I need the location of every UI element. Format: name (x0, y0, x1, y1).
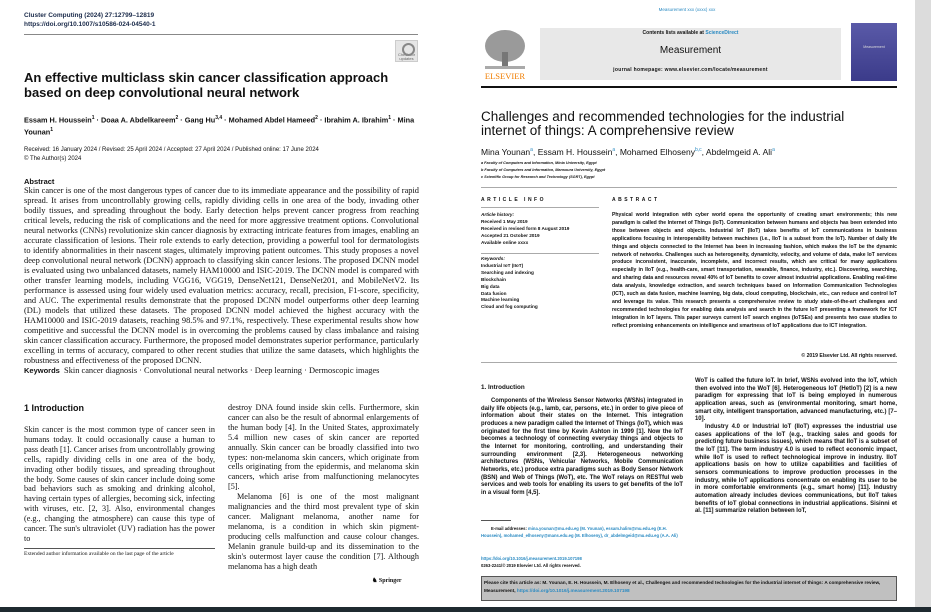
paper-title: An effective multiclass skin cancer classification approach based on deep convolutional neural network (24, 70, 389, 100)
springer-logo (372, 577, 402, 586)
journal-name: Measurement (659, 45, 722, 56)
sciencedirect-link[interactable]: ScienceDirect (705, 30, 739, 36)
viewer-bottom-bar (0, 607, 931, 612)
keywords-label: Keywords (24, 366, 60, 375)
keyword: Data fusion (481, 290, 507, 296)
author-list (481, 145, 775, 157)
author-name: Essam H. Houssein (24, 115, 92, 125)
article-info-heading: ARTICLE INFO (481, 197, 546, 203)
publication-dates (24, 146, 319, 164)
keywords (24, 366, 379, 376)
author-list (24, 113, 424, 138)
author-affiliation-mark: a (530, 147, 533, 153)
author-affiliation-mark: 2 (315, 115, 318, 121)
affiliation: c Scientific Group for Research and Technology (SGRT), Egypt (481, 175, 595, 179)
abstract-heading: Abstract (24, 177, 55, 186)
author-affiliation-mark: a (612, 147, 616, 153)
keyword: Big data (481, 283, 500, 289)
author-affiliation-mark: 2 (175, 115, 179, 121)
abstract-heading: ABSTRACT (612, 197, 660, 203)
intro-column-2 (695, 378, 897, 534)
author-affiliation-mark: 1 (388, 115, 391, 121)
author-name: Ibrahim A. Ibrahim (324, 115, 389, 125)
affiliation: a Faculty of Computers and Information, Minia University, Egypt (481, 161, 597, 165)
publisher-name: Springer (378, 578, 402, 584)
footnote-divider (481, 520, 511, 521)
abstract-text: Skin cancer is one of the most dangerous types of cancer due to its immediate appearance and the possibility of rapid spread. It arises from uncontrollably growing cells, rapidly dividing cells in one area of the body, invading other bodily tissues, and spreading throughout the body. Early detection helps prevent cancer progress from reaching critical levels, reducing the risk of complications and the need for more aggressive treatment options. Convolutional neural networks (CNNs) revolutionize skin cancer diagnosis by extracting intricate features from images, enabling an accurate classification of lesions. Their role extends to early detection, providing a powerful tool for dermatologists to identify abnormalities in their nascent stages, ultimately improving patient outcomes. This study proposes a novel deep convolutional neural network (DCNN) approach to classifying skin cancer lesions. The proposed DCNN model is evaluated using two unbalanced datasets, namely HAM10000 and ISIC-2019. The DCNN model is compared with other transfer learning models, including VGG16, VGG19, DenseNet121, DenseNet201, and MobileNetV2. Its performance is assessed using four widely used evaluation metrics: accuracy, recall, precision, F1-score, specificity, and AUC. The experimental results demonstrate that the proposed DCNN model outperforms other deep learning (DL) models that utilized these datasets. The proposed DCNN model achieved the highest accuracy with the HAM10000 and ISIC-2019 datasets, reaching 98.5% and 97.1%, respectively. These experimental results show how competitive and successful the DCNN model is in overcoming the problems caused by class imbalance and raising skin cancer classification accuracy. Furthermore, the proposed model demonstrates superior performance, particularly excelling in terms of accuracy, compared to other recent studies that utilize the same datasets, which highlights the robustness and effectiveness of the proposed DCNN. (24, 186, 419, 365)
paragraph: Melanoma [6] is one of the most malignant malignancies and the third most prevalent type of skin cancer. Malignant melanoma, another name for melanoma, is a condition in which skin pigment-producing cells malfunction and cause colour changes. Melanin granule build-up and its dissemination to the skin's outermost layer cause the condition [7]. Although melanoma has a high death (228, 492, 419, 571)
author-name: Abdelmgeid A. Ali (705, 146, 773, 157)
journal-homepage[interactable]: journal homepage: www.elsevier.com/locate/measurement (613, 67, 768, 73)
section-heading: 1 Introduction (24, 403, 84, 413)
author-separator: · (222, 115, 229, 125)
doi-link[interactable]: https://doi.org/10.1016/j.measurement.2019.107198 (481, 556, 582, 561)
intro-column-1: Skin cancer is the most common type of cancer seen in humans today. It could occasionally cause a human to pass death [1]. Cancer arises from uncontrollably growing cells, rapidly dividing cells in one area of the body, invading other bodily tissues, and spreading throughout the body. Some causes of skin cancer include doing some bad behaviors such as smoking and drinking alcohol, having certain types of allergies, becoming sick, infecting with viruses, etc. [2, 3]. Also, environmental changes (e.g., changing the atmosphere) can cause this type of cancer. The sun's ultraviolet (UV) radiation has the power to (24, 425, 215, 543)
history-item: Received 1 May 2019 (481, 219, 528, 224)
springer-horse-icon: ♞ (372, 578, 379, 584)
keyword: Searching and indexing (481, 269, 534, 275)
footnote-divider (24, 548, 215, 549)
issn: 0263-2241/© 2019 Elsevier Ltd. All rights reserved. (481, 563, 581, 568)
journal-cover: Measurement (851, 23, 897, 81)
keywords-list: Skin cancer diagnosis · Convolutional neural networks · Deep learning · Dermoscopic images (64, 366, 380, 375)
email-links[interactable]: mina.younan@mu.edu.eg (M. Younan), essam.halim@mu.edu.eg (E.H. Houssein), mohamed_elhoseny@mans.edu.eg (M. Elhoseny), dr_abdelmgeid@mu.edu.eg (A.A. Ali) (481, 526, 678, 538)
left-journal-header (24, 11, 156, 29)
citation-box (481, 576, 897, 601)
history-item: Accepted 21 October 2019 (481, 233, 540, 238)
keyword: Industrial IoT (IIoT) (481, 262, 524, 268)
copyright: © The Author(s) 2024 (24, 156, 82, 162)
author-separator: , (532, 146, 538, 157)
divider (481, 207, 599, 208)
affiliation: b Faculty of Computers and Information, Mansoura University, Egypt (481, 168, 606, 172)
paper-title: Challenges and recommended technologies for the industrial internet of things: A comprehensive review (481, 109, 845, 138)
author-affiliation-mark: b,c (694, 147, 702, 153)
author-name: Mina Younan (481, 146, 531, 157)
author-name: Essam H. Houssein (537, 146, 613, 157)
contents-line (540, 29, 841, 37)
paragraph: WoT is called the future IoT. In brief, WSNs evolved into the IoT, which then evolved into the WoT [6]. Heterogeneous IoT (HetIoT) [2] is a new paradigm for expressing that IoT is being employed in numerous application areas, such as (environmental monitoring, smart home, smart city, intelligent transportation, advanced manufacturing, etc.) [7–10]. (695, 378, 897, 423)
check-for-updates-badge[interactable]: Check for updates (395, 40, 418, 62)
author-separator: , (615, 146, 620, 157)
keywords (481, 256, 538, 311)
keyword: Machine learning (481, 297, 520, 303)
footnote: Extended author information available on the last page of the article (24, 551, 174, 557)
author-separator: · (391, 115, 398, 125)
author-name: Mohamed Abdel Hameed (228, 115, 316, 125)
author-name: Mina Younan (24, 115, 415, 137)
keywords-label: Keywords: (481, 256, 505, 261)
divider (481, 86, 897, 88)
article-history (481, 211, 569, 246)
doi-block (481, 555, 582, 569)
running-header[interactable]: Measurement xxx (xxxx) xxx (658, 7, 716, 12)
citation-text: Please cite this article as: M. Younan, E. H. Houssein, M. Elhoseny et al., Challenges and recommended technologies for the industrial internet of things: A comprehensive review, Measurement, (484, 580, 881, 593)
dates: Received: 16 January 2024 / Revised: 25 April 2024 / Accepted: 27 April 2024 / Published online: 17 June 2024 (24, 147, 319, 153)
svg-text:ELSEVIER: ELSEVIER (484, 71, 526, 81)
divider (24, 34, 418, 35)
intro-column-2 (228, 403, 419, 571)
abstract-text: Physical world integration with cyber world opens the opportunity of creating smart environments; this new paradigm is called the Internet of Things (IoT). Communication between humans and objects has been extended into those between objects and objects. Industrial IoT (IIoT) takes benefits of IoT communications in business applications focusing in interoperability between machines (i.e., IIoT is a subset from the IoT). Number of daily life things and objects connected to the Internet has been in increasing fashion, which makes the IoT be the dynamic network of networks. Challenges such as heterogeneity, dynamicity, velocity, and volume of data, make IoT services produce inconsistent, inaccurate, incomplete, and incorrect results, which are critical for many applications especially in IIoT (e.g., health-care, smart transportation, wearable, finance, industry, etc.). Discovering, searching, and sharing data and resources reveal 40% of IoT benefits to cover almost industrial applications. Enabling real-time data analysis, knowledge extraction, and search techniques based on Information Communication Technologies (ICT), such as data fusion, machine learning, big data, cloud computing, blockchain, etc., can reduce and control IoT and leverage its value. This research presents a comprehensive review to study state-of-the-art challenges and recommended technologies for enabling data analysis and search in the future IoT presenting a framework for ICT integration in IoT layers. This paper surveys current IoT search engines (IoTSEs) and presents two case studies to reflect promising enhancements on intelligence and smartness of IoT applications due to ICT integration. (612, 212, 897, 329)
section-heading: 1. Introduction (481, 384, 525, 391)
keyword: Blockchain (481, 276, 507, 282)
author-affiliation-mark: 1 (91, 115, 95, 121)
doi-link[interactable]: https://doi.org/10.1007/s10586-024-04540-1 (24, 21, 156, 28)
author-name: Doaa A. Abdelkareem (101, 115, 176, 125)
author-separator: , (701, 146, 706, 157)
copyright: © 2019 Elsevier Ltd. All rights reserved. (801, 353, 897, 359)
author-affiliation-mark: 1 (50, 127, 53, 134)
author-name: Gang Hu (184, 115, 216, 125)
elsevier-tree-icon (481, 28, 529, 80)
author-separator: · (94, 115, 102, 125)
history-item: Received in revised form 8 August 2019 (481, 226, 570, 231)
email-footnote (481, 525, 686, 539)
history-label: Article history: (481, 212, 515, 217)
author-separator: · (178, 115, 185, 125)
divider (481, 187, 897, 188)
contents-prefix: Contents lists available at (642, 30, 706, 36)
citation-doi-link[interactable]: https://doi.org/10.1016/j.measurement.2019.107198 (516, 588, 630, 593)
divider (481, 362, 897, 363)
journal-banner (540, 28, 841, 80)
intro-column-1: Components of the Wireless Sensor Networks (WSNs) integrated in daily life objects (e.g., lamb, car, persons, etc.) in order to give piece of information about their states on the Internet. This integration produces a new paradigm called the Internet of Things (IoT), which was originated for the first time by Kevin Ashton in 1999 [1]. Now the IoT becomes a technology of connecting everyday things and objects to the Internet for monitoring, controlling, and understanding their surrounding environment [2,3]. Heterogeneous networking architectures (WSNs, Vehicular Networks, Mobile Communication Networks, etc.) produce extra paradigms such as Body Sensor Network (BSN) and Web of Things (WoT), etc. The WoT relays on RESTful web services and web tools for enabling its users to get benefits of the IoT in a visual form [4,5]. (481, 398, 683, 496)
keyword: Cloud and fog computing (481, 304, 538, 310)
author-affiliation-mark: a (772, 147, 775, 153)
journal-line: Cluster Computing (2024) 27:12799–12819 (24, 12, 155, 19)
paragraph: Industry 4.0 or Industrial IoT (IIoT) expresses the industrial use cases applications of the IoT (e.g., tracking sales and goods for predicting future business issues), which means that IIoT is a subset of the IoT [11]. The term industry 4.0 is used to reflect economic impact, while IIoT is used to reflect technological improve in industry. IIoT applications basis on how to utilize capabilities and facilities of sensors communications to improve production processes in the industry, while IoT applications concentrate on enabling its user to be in more comfortable environments (e.g., smart home) [11]. Industry automation already includes devices communications, but IIoT takes benefits of IoT global connections in industrial applications. Sisinni et al. [11] summarize relation between IoT, (695, 423, 897, 515)
viewer-scrollbar-track[interactable] (915, 0, 931, 607)
history-item: Available online xxxx (481, 240, 529, 245)
elsevier-logo (481, 28, 529, 80)
email-label: E-mail addresses: (491, 526, 529, 531)
author-separator: · (317, 115, 325, 125)
divider (481, 253, 599, 254)
author-affiliation-mark: 3,4 (215, 115, 223, 121)
affiliations (481, 160, 605, 181)
paragraph: destroy DNA found inside skin cells. Furthermore, skin cancer can also be the result of abnormal enlargements of the human body [4]. In the United States, approximately 5.4 million new cases of skin cancer are reported annually. Skin cancer can be broadly classified into two types: non-melanoma skin cancers, which originate from cells originating from the epidermis, and melanoma skin cancers, which arise from malfunctioning melanocytes [5]. (228, 403, 419, 492)
author-name: Mohamed Elhoseny (619, 146, 695, 157)
